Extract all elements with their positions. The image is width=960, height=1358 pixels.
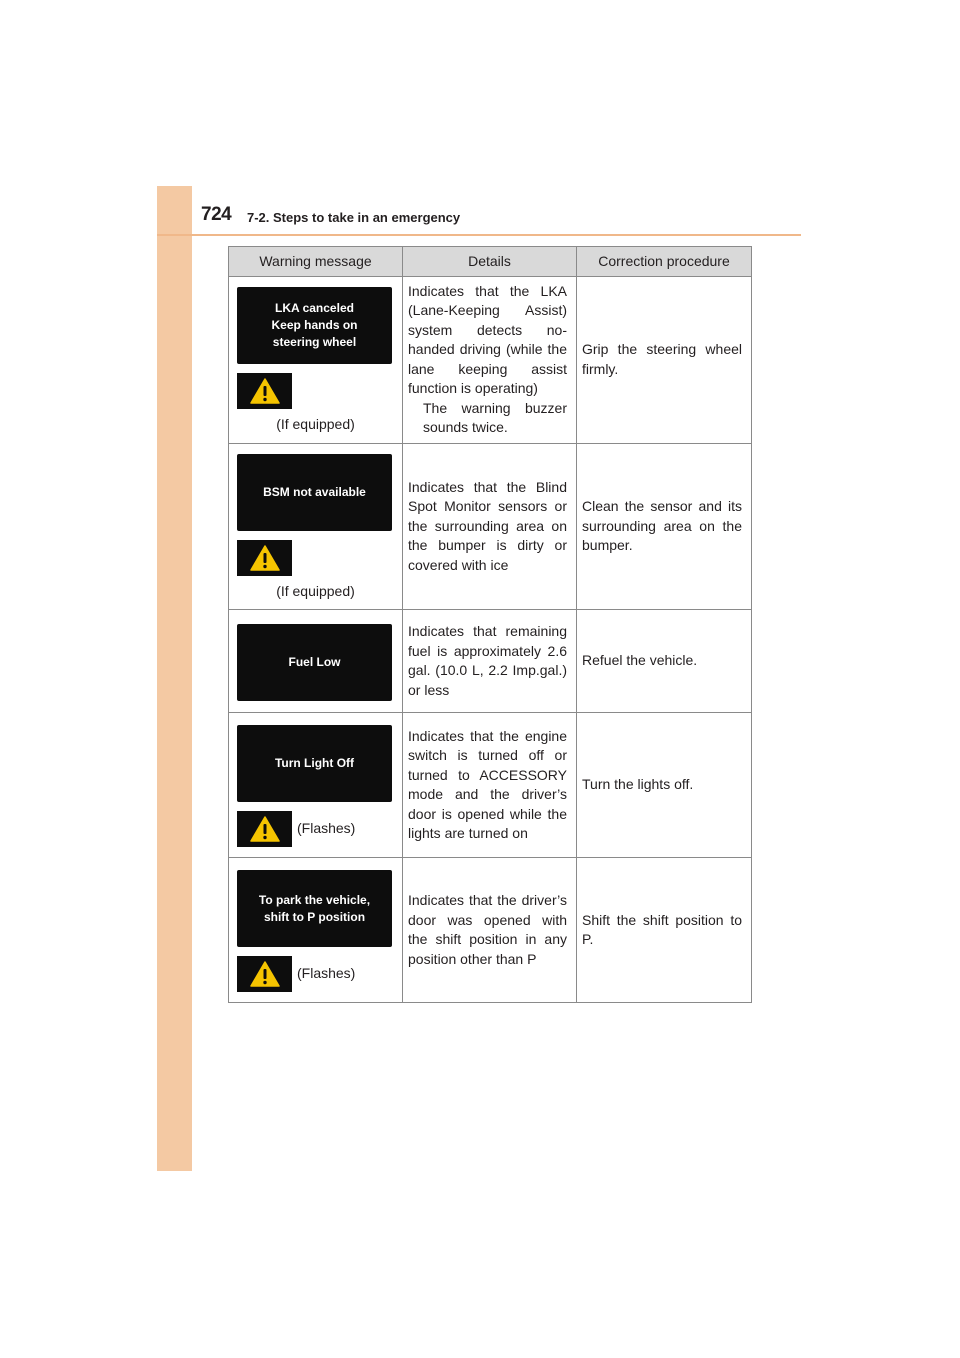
- table-row: [229, 713, 752, 858]
- display-screen: [237, 870, 392, 947]
- table-row: [229, 610, 752, 713]
- page-number: 724: [201, 204, 232, 225]
- flashes-note: (Flashes): [297, 965, 356, 982]
- availability-note: (If equipped): [276, 582, 355, 599]
- screen-text-line: shift to P position: [263, 909, 366, 924]
- display-screen: [237, 287, 392, 364]
- chapter-side-tab: [157, 186, 192, 1171]
- table-row: [229, 277, 752, 444]
- warning-triangle-icon: [237, 811, 292, 847]
- display-screen: [237, 624, 392, 701]
- warning-triangle-icon: [237, 373, 292, 409]
- flashes-note: (Flashes): [297, 820, 356, 837]
- display-screen: [237, 725, 392, 802]
- column-header-warning-message: Warning message: [229, 247, 403, 277]
- details-cell: Indicates that remaining fuel is approximately 2.6 gal. (10.0 L, 2.2 Imp.gal.) or less: [403, 610, 577, 713]
- display-screen: [237, 454, 392, 531]
- details-cell: Indicates that the driver’s door was opened with the shift position in any position other than P: [403, 858, 577, 1003]
- warning-triangle-icon: [237, 540, 292, 576]
- section-title: 7-2. Steps to take in an emergency: [247, 210, 461, 225]
- warning-message-cell: [229, 713, 403, 858]
- correction-cell: Refuel the vehicle.: [577, 610, 752, 713]
- availability-note: (If equipped): [276, 416, 355, 432]
- correction-cell: Shift the shift position to P.: [577, 858, 752, 1003]
- screen-text-line: LKA canceled: [275, 301, 354, 315]
- details-text: Indicates that the LKA (Lane-Keeping Assist) system detects no-handed driving (while the lane keeping assist function is operating): [408, 282, 567, 397]
- page-header: [157, 200, 801, 236]
- warning-message-cell: [229, 443, 403, 610]
- warning-triangle-icon: [237, 956, 292, 992]
- column-header-correction-procedure: Correction procedure: [577, 247, 752, 277]
- screen-text-line: steering wheel: [272, 335, 357, 349]
- column-header-details: Details: [403, 247, 577, 277]
- warning-message-cell: [229, 858, 403, 1003]
- details-cell: [403, 277, 577, 444]
- table-row: [229, 443, 752, 610]
- screen-text-line: BSM not available: [263, 484, 366, 499]
- table-row: [229, 858, 752, 1003]
- correction-cell: Clean the sensor and its surrounding area on the bumper.: [577, 443, 752, 610]
- details-cell: Indicates that the engine switch is turned off or turned to ACCESSORY mode and the driver’s door is opened while the lights are turned on: [403, 713, 577, 858]
- screen-text-line: Keep hands on: [271, 318, 358, 332]
- table-header-row: [229, 247, 752, 277]
- screen-text-line: Turn Light Off: [274, 756, 355, 770]
- details-cell: Indicates that the Blind Spot Monitor sensors or the surrounding area on the bumper is dirty or covered with ice: [403, 443, 577, 610]
- correction-cell: Turn the lights off.: [577, 713, 752, 858]
- warning-message-cell: [229, 277, 403, 444]
- warning-message-cell: [229, 610, 403, 713]
- screen-text-line: To park the vehicle,: [258, 892, 371, 907]
- correction-cell: Grip the steering wheel firmly.: [577, 277, 752, 444]
- screen-text-line: Fuel Low: [288, 654, 341, 669]
- details-note: The warning buzzer sounds twice.: [423, 399, 567, 436]
- warning-message-table: [228, 246, 752, 1003]
